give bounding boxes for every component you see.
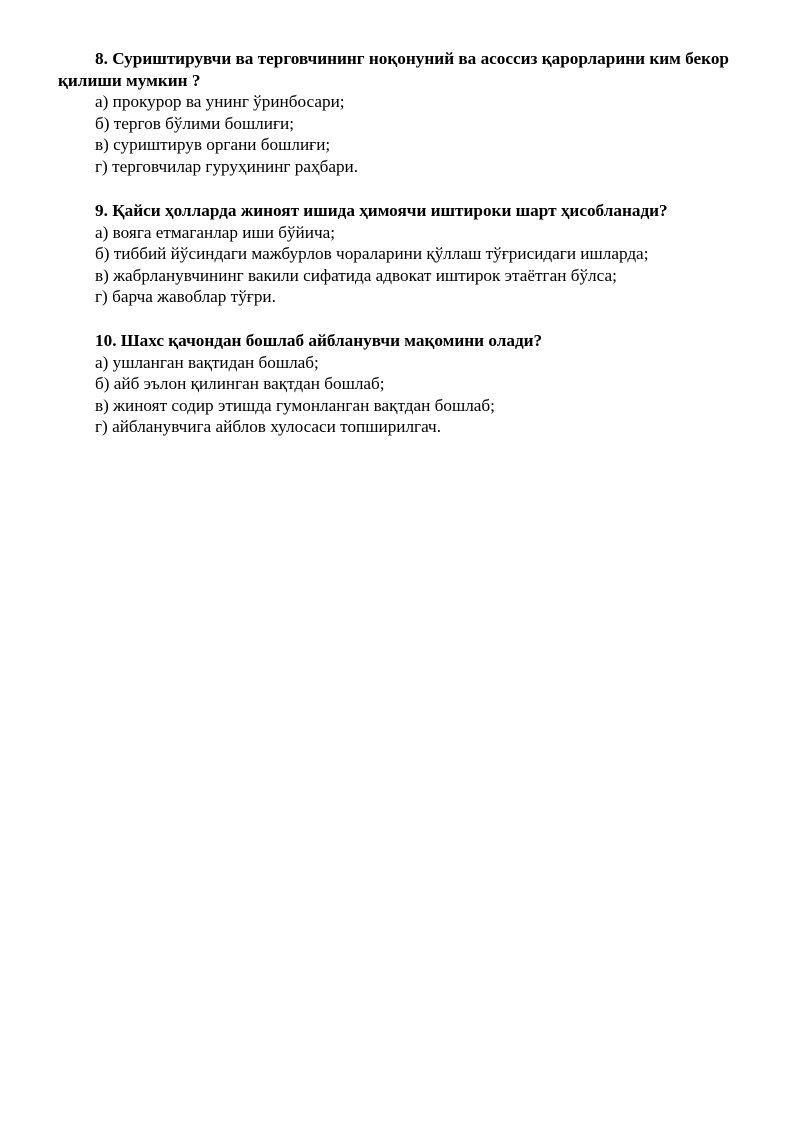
answer-option-b: б) тергов бўлими бошлиғи; — [95, 113, 294, 133]
question-8-title: 8. Суриштирувчи ва терговчининг ноқонуний ва асоссиз қарорларини ким бекор қилиши мумкин ? — [58, 49, 729, 90]
answer-option-d: г) терговчилар гуруҳининг раҳбари. — [95, 156, 359, 176]
question-10-title: 10. Шахс қачондан бошлаб айбланувчи мақомини олади? — [95, 331, 543, 350]
question-8-answers — [58, 91, 748, 177]
answer-option-c: в) жиноят содир этишда гумонланган вақтдан бошлаб; — [95, 395, 495, 415]
answer-option-c: в) суриштирув органи бошлиғи; — [95, 135, 331, 154]
answer-option-d: г) айбланувчига айблов хулосаси топширилгач. — [95, 417, 441, 436]
question-10-answers — [58, 352, 748, 438]
answer-option-b: б) айб эълон қилинган вақтдан бошлаб; — [95, 374, 385, 393]
answer-option-a: а) прокурор ва унинг ўринбосари; — [95, 92, 345, 111]
question-9-answers — [58, 222, 748, 308]
answer-option-c: в) жабрланувчининг вакили сифатида адвокат иштирок этаётган бўлса; — [95, 265, 617, 285]
answer-option-b: б) тиббий йўсиндаги мажбурлов чораларини қўллаш тўғрисидаги ишларда; — [95, 244, 649, 263]
question-9 — [58, 200, 748, 308]
question-8 — [58, 48, 748, 177]
answer-option-a: а) ушланган вақтидан бошлаб; — [95, 352, 319, 372]
question-9-title: 9. Қайси ҳолларда жиноят ишида ҳимоячи иштироки шарт ҳисобланади? — [95, 201, 668, 220]
answer-option-d: г) барча жавоблар тўғри. — [95, 287, 276, 306]
question-10 — [58, 330, 748, 438]
answer-option-a: а) вояга етмаганлар иши бўйича; — [95, 222, 336, 242]
